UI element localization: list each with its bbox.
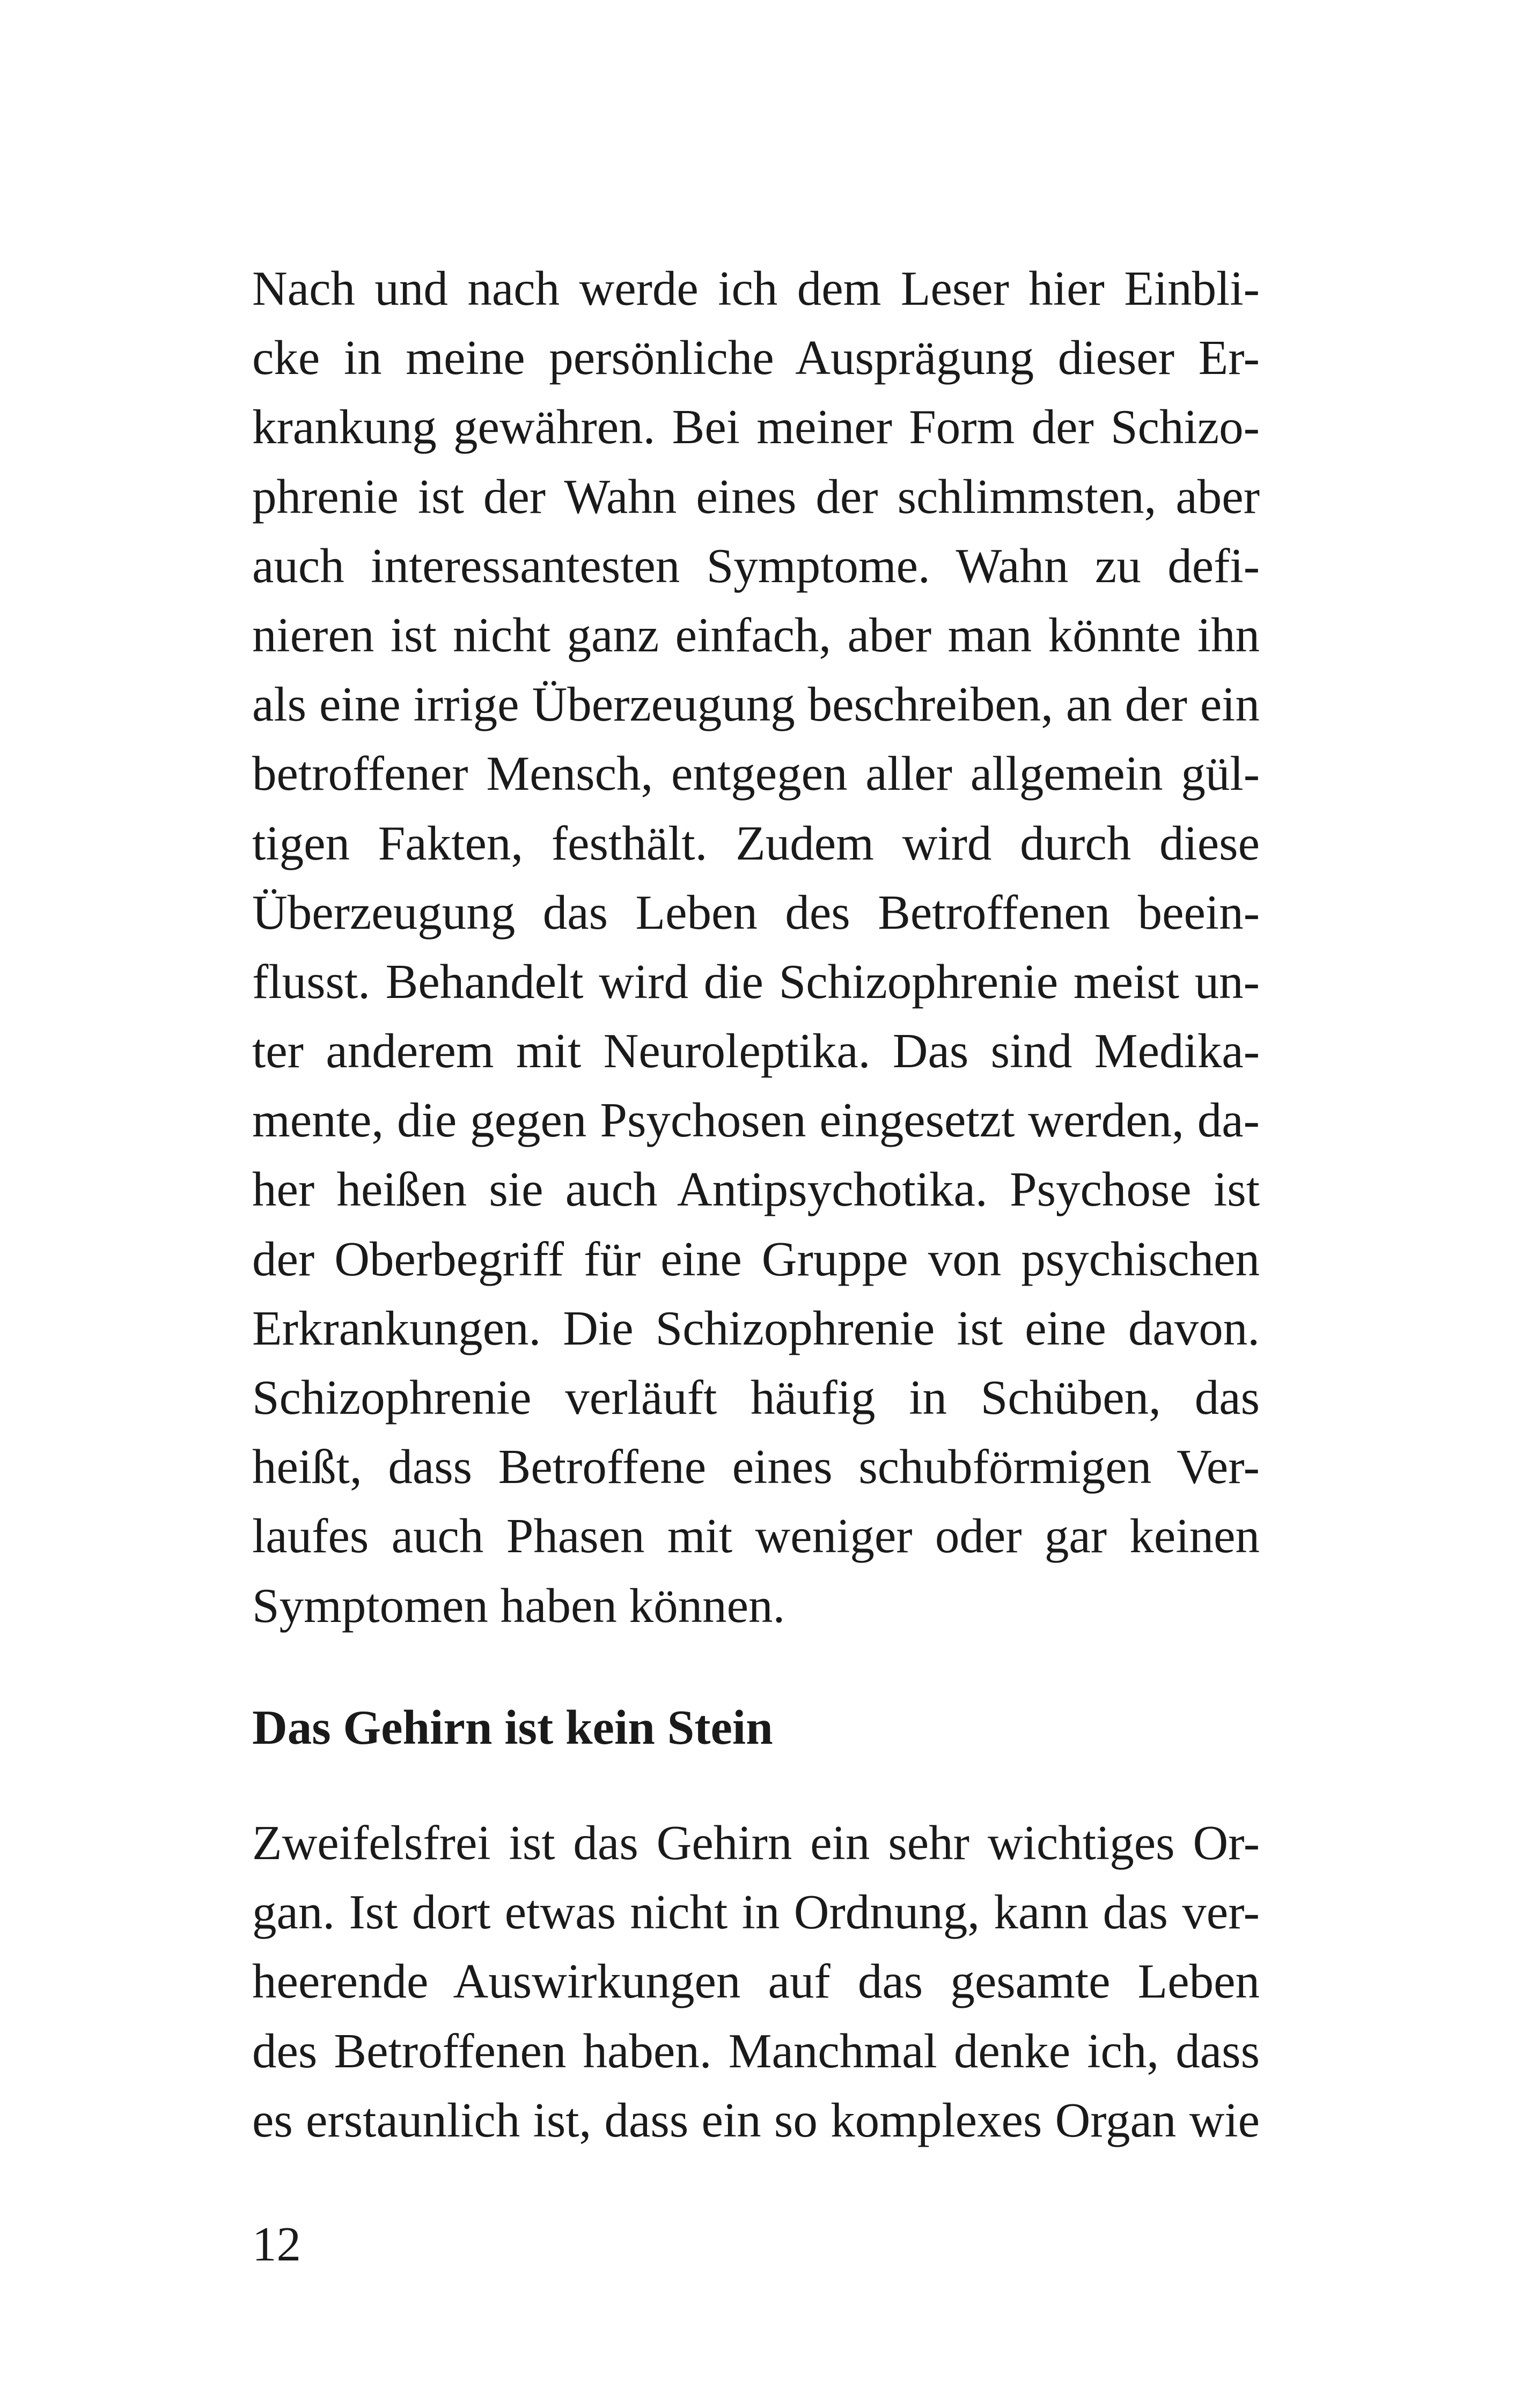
text-line: gan. Ist dort etwas nicht in Ordnung, kann das ver-	[252, 1885, 1260, 1940]
text-line: Nach und nach werde ich dem Leser hier Einbli-	[252, 261, 1260, 315]
text-line: der Oberbegriff für eine Gruppe von psychischen	[252, 1231, 1260, 1286]
text-line: cke in meine persönliche Ausprägung dieser Er-	[252, 331, 1260, 385]
text-line: Erkrankungen. Die Schizophrenie ist eine davon.	[252, 1301, 1260, 1355]
text-line: krankung gewähren. Bei meiner Form der Schizo-	[252, 400, 1260, 454]
paragraph-1	[252, 254, 1260, 1640]
text-line: phrenie ist der Wahn eines der schlimmsten, aber	[252, 469, 1260, 524]
paragraph-2	[252, 1808, 1260, 2155]
text-line: laufes auch Phasen mit weniger oder gar keinen	[252, 1509, 1260, 1563]
text-line: Zweifelsfrei ist das Gehirn ein sehr wichtiges Or-	[252, 1816, 1260, 1870]
page-number: 12	[252, 2217, 301, 2271]
text-line: es erstaunlich ist, dass ein so komplexes Organ wie	[252, 2093, 1260, 2147]
text-line: her heißen sie auch Antipsychotika. Psychose ist	[252, 1162, 1260, 1217]
text-line: flusst. Behandelt wird die Schizophrenie meist un-	[252, 954, 1260, 1009]
section-heading: Das Gehirn ist kein Stein	[252, 1700, 773, 1754]
text-line: Schizophrenie verläuft häufig in Schüben, das	[252, 1370, 1260, 1425]
text-line: heerende Auswirkungen auf das gesamte Leben	[252, 1954, 1260, 2009]
text-line: Symptomen haben können.	[252, 1578, 785, 1633]
text-line: des Betroffenen haben. Manchmal denke ich, dass	[252, 2023, 1260, 2078]
text-line: ter anderem mit Neuroleptika. Das sind Medika-	[252, 1024, 1260, 1078]
text-line: betroffener Mensch, entgegen aller allgemein gül-	[252, 746, 1260, 801]
text-line: nieren ist nicht ganz einfach, aber man könnte ihn	[252, 607, 1260, 662]
text-line: auch interessantesten Symptome. Wahn zu defi-	[252, 538, 1260, 593]
text-line: Überzeugung das Leben des Betroffenen beein-	[252, 885, 1260, 939]
text-line: mente, die gegen Psychosen eingesetzt werden, da-	[252, 1093, 1260, 1148]
text-line: als eine irrige Überzeugung beschreiben, an der ein	[252, 677, 1260, 732]
text-line: heißt, dass Betroffene eines schubförmigen Ver-	[252, 1440, 1260, 1494]
text-line: tigen Fakten, festhält. Zudem wird durch diese	[252, 816, 1260, 870]
